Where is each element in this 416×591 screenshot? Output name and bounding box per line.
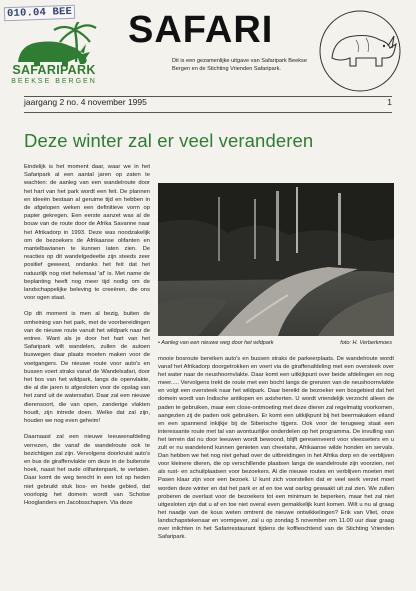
intro-text: Dit is een gezamenlijke uitgave van Safaripark Beekse Bergen en de Stichting Vrienden Safaripark. xyxy=(172,58,307,72)
logo-subtitle: BEEKSE BERGEN xyxy=(11,78,97,85)
paragraph: Eindelijk is het moment daar, waar we in het Safaripark al een aantal jaren op zaten te wachten: de aanleg van een wandelroute door het hart van het park wordt een feit. De plannen en ideeën bestaan al geruime tijd en hebben in de afgelopen weken een definitieve vorm op papier gekregen. Een eerste aanzet was al de bouw van de route door de Afrika Savanne naar het Afrikadorp in 1993. Deze was noodzakelijk om de bezoekers de Afrikaanse olifanten en mantelbavianen te kunnen laten zien. De reacties op dit wandelgedeelte zijn steeds zeer positief geweest, ondanks het feit dat het natuurlijk nog niet helemaal 'af' is. Met name de beplanting heeft nog meer tijd nodig om de landschappelijke beleving te creeëren, die ons voor ogen staat. xyxy=(24,164,150,302)
article-photo xyxy=(158,183,394,336)
logo-name: SAFARIPARK xyxy=(12,63,96,77)
rhino-circle-icon xyxy=(310,8,410,94)
issue-line xyxy=(24,97,392,111)
header-rule-bottom xyxy=(24,112,392,113)
photo-credit: foto: H. Verberkmoes xyxy=(340,340,392,346)
article-headline: Deze winter zal er veel veranderen xyxy=(24,130,314,151)
article-left-column xyxy=(24,163,150,515)
masthead-title: SAFARI xyxy=(128,9,274,51)
photo-scene xyxy=(158,183,394,336)
photo-caption: • Aanleg van een nieuwe weg door het wildpark xyxy=(158,340,274,346)
paragraph: Daarnaast zal een nieuwe leeuwenafdeling verrezen, die vanaf de wandelroute ook te bezichtigen zal zijn. Vervolgens doorkruist auto's en bus de giraffenvlakte om deze in de buitenste hoek, naast het oude olifantenpark, te verlaten. Daar komt de weg terecht in een tot op heden niet gebruikt stuk bos- en heide gebied, dat voorlopig het domein wordt van Schotse Hooglanders en Jacobsschapen. Via deze xyxy=(24,434,150,506)
archive-stamp: 010.04 BEE xyxy=(4,5,75,21)
photo-caption-row xyxy=(158,340,394,350)
article-right-column: mooie bosroute bereiken auto's en bussen straks de parkeerplaats. De wandelroute wordt vanaf het Afrikadorp doorgetrokken en voert via de giraffenafdeling met een oversteek over het water naar de neushoornvlakte. Daar komt een uitkijkpunt over beide afdelingen en nog meer..... Vervolgens trekt de route met een bocht langs de grenzen van de neushoornvlakte en volgt een oversteek naar het wildpark. Daar bereikt de bezoeker een bosgebied dat het domein wordt van Indische antilopen en axisherten. U wordt vriendelijk verzocht alleen de paden te gebruiken, maar een close-ontmoeting met deze dieren zal regelmatig voorkomen, aangezien zij de paden ook gebruiken. Er komt een uitkijkpunt bij het beermakaken eiland en een spannend inkijkje bij de Siberische tijgers. Ook voor de terugweg staat een interessante route met tal van avontuurlijke onderdelen op het programma. De invulling van het terrein dat nu door leeuwen wordt bewoond, blijft geresenveerd voor vleesseters en u zult er nu wandelend kunnen genieten van cheetahs, Afrikaanse wilde honden en servals. Dan hebben we het nog niet gehad over de uitbreidingen in het Afrika dorp en de verblijven voor kleinere dieren, die op verschillende plaatsen langs de wandelroute zijn voorzien, net als rust- en schuilplaatsen voor bezoekers. Al die nieuwe routes en verblijven moeten met Pasen klaar zijn voor een bezoek. U kunt zich voorstellen dat er veel werk verzet moet worden deze winter en dat het park er af en toe wat oarlog gewaakt uit zal zien. We zullen proberen de overlast voor de bezoekers tot een minimum te beperken, maar het zal niet uitgesloten zijn dat u af en toe niet overal even gemakkelijk kunt komen. Wilt u nu al graag het naadje van de kous weten omtrent de nieuwe ontwikkelingen? Erik van Vliet, onze landschapstekenaar en vormgever, zal u op zondag 5 november om 11.00 uur daar graag over inlichten in het Safarirestaurant tijdens de koffieochtend van de Stichting Vrienden Safaripark. xyxy=(158,356,394,541)
paragraph: Op dit moment is men al bezig, buiten de omheining van het park, met de voorbereidingen van de nieuwe route vanuit het wildpark naar de entree. Want als je door het hart van het Safaripark wilt wandelen, zullen de autoen buswegen daar plaats moeten maken voor de voetgangers. De nieuwe route voor auto's en bussen voert straks vanaf de Wandelsafari, door het bos van het wildpark, langs de openvlakte, die al die jaren is afgesloten voor de opslag van het zand uit de watersafari. Daar zal een nieuwe dierensoort, die van open, zanderige vlakten houdt, zijn intrede doen. Welke dat zal zijn, houden we nog even geheim! xyxy=(24,311,150,425)
page-number: 1 xyxy=(387,97,392,107)
issue-info: jaargang 2 no. 4 november 1995 xyxy=(24,97,147,107)
